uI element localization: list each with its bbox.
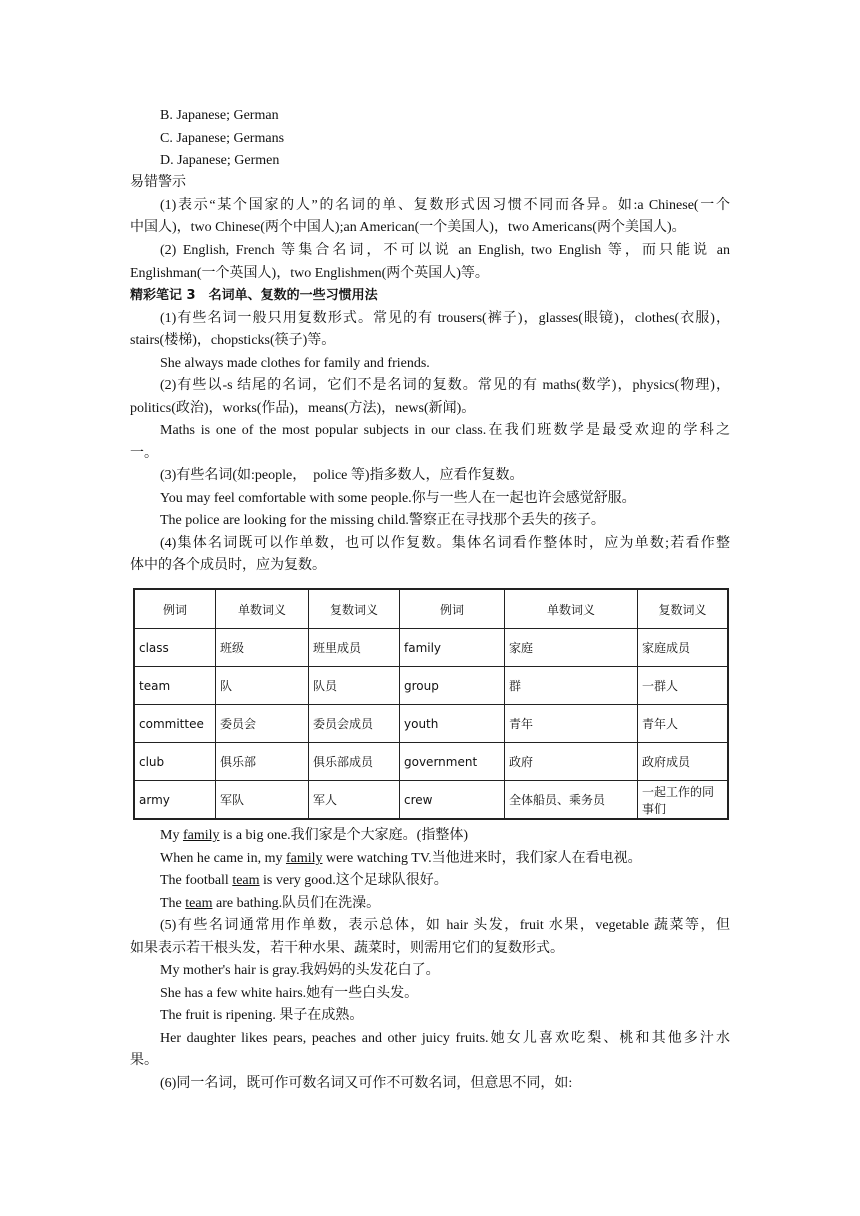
table-cell: committee [134, 705, 216, 743]
table-cell: army [134, 781, 216, 820]
table-cell: class [134, 629, 216, 667]
option-d: D. Japanese; Germen [160, 153, 280, 168]
example-text: were watching TV.当他进来时，我们家人在看电视。 [322, 851, 642, 866]
note-2-line-1: (2)有些以-s 结尾的名词，它们不是名词的复数。常见的有 maths(数学)，physics(物理)， [160, 378, 730, 393]
table-cell: 一群人 [638, 667, 729, 705]
note-5-example-2: She has a few white hairs.她有一些白头发。 [160, 986, 419, 1001]
collective-noun-table [133, 588, 729, 820]
table-cell: youth [400, 705, 505, 743]
table-cell: family [400, 629, 505, 667]
table-cell: 政府 [505, 743, 638, 781]
example-team-members [160, 894, 380, 914]
table-header-cell: 例词 [400, 589, 505, 629]
warning-paragraph-1-line-2: 中国人)，two Chinese(两个中国人);an American(一个美国人)，two Americans(两个美国人)。 [130, 220, 686, 235]
note-3-example-1: You may feel comfortable with some people.你与一些人在一起也许会感觉舒服。 [160, 491, 636, 506]
option-c: C. Japanese; Germans [160, 131, 285, 146]
example-underlined-word: team [232, 873, 260, 888]
example-underlined-word: family [182, 828, 220, 843]
table-header-cell: 单数词义 [505, 589, 638, 629]
table-header-cell: 复数词义 [638, 589, 729, 629]
example-family-whole [160, 826, 468, 846]
note-1-line-1: (1)有些名词一般只用复数形式。常见的有 trousers(裤子)，glasses(眼镜)，clothes(衣服)， [160, 311, 730, 326]
table-cell: government [400, 743, 505, 781]
table-cell: 俱乐部成员 [309, 743, 400, 781]
table-cell: 班级 [216, 629, 309, 667]
table-cell: 班里成员 [309, 629, 400, 667]
table-cell: 政府成员 [638, 743, 729, 781]
table-cell: 委员会 [216, 705, 309, 743]
table-header-row [134, 589, 728, 629]
table-row [134, 781, 728, 820]
table-cell: 俱乐部 [216, 743, 309, 781]
table-cell: 家庭 [505, 629, 638, 667]
note-2-example-line-1: Maths is one of the most popular subjects in our class.在我们班数学是最受欢迎的学科之 [160, 423, 730, 438]
table-row [134, 743, 728, 781]
note-1-line-2: stairs(楼梯)，chopsticks(筷子)等。 [130, 333, 336, 348]
table-cell: 军人 [309, 781, 400, 820]
example-text: are bathing.队员们在洗澡。 [212, 896, 381, 911]
table-row [134, 667, 728, 705]
table-cell: 青年人 [638, 705, 729, 743]
warning-paragraph-2-line-2: Englishman(一个英国人)，two Englishmen(两个英国人)等。 [130, 266, 489, 281]
note-1-example: She always made clothes for family and friends. [160, 356, 430, 371]
note-5-example-3: The fruit is ripening. 果子在成熟。 [160, 1008, 364, 1023]
note-2-example-line-2: 一。 [130, 446, 158, 461]
warning-paragraph-2-line-1: (2) English, French 等集合名词，不可以说 an English, two English 等，而只能说 an [160, 243, 730, 258]
example-team-whole [160, 871, 448, 891]
example-family-members [160, 849, 642, 869]
example-text: My [160, 828, 183, 843]
table-cell: 队员 [309, 667, 400, 705]
note-5-example-4-line-1: Her daughter likes pears, peaches and other juicy fruits.她女儿喜欢吃梨、桃和其他多汁水 [160, 1031, 730, 1046]
note-4-line-1: (4)集体名词既可以作单数，也可以作复数。集体名词看作整体时，应为单数;若看作整 [160, 536, 730, 551]
table-header-cell: 复数词义 [309, 589, 400, 629]
table-cell: crew [400, 781, 505, 820]
note-5-example-1: My mother's hair is gray.我妈妈的头发花白了。 [160, 963, 440, 978]
note-6-line-1: (6)同一名词，既可作可数名词又可作不可数名词，但意思不同，如: [160, 1076, 573, 1091]
table-cell: group [400, 667, 505, 705]
warning-paragraph-1-line-1: (1)表示“某个国家的人”的名词的单、复数形式因习惯不同而各异。如:a Chinese(一个 [160, 198, 730, 213]
note-5-example-4-line-2: 果。 [130, 1053, 158, 1068]
table-cell: team [134, 667, 216, 705]
example-text: When he came in, my [160, 851, 286, 866]
table-header-cell: 单数词义 [216, 589, 309, 629]
example-text: is very good.这个足球队很好。 [259, 873, 448, 888]
table-cell: 全体船员、乘务员 [505, 781, 638, 820]
table-cell: 家庭成员 [638, 629, 729, 667]
example-text: The [160, 896, 186, 911]
note-3-line-1: (3)有些名词(如:people， police 等)指多数人，应看作复数。 [160, 468, 524, 483]
table-cell: 军队 [216, 781, 309, 820]
note-3-example-2: The police are looking for the missing child.警察正在寻找那个丢失的孩子。 [160, 513, 605, 528]
table-row [134, 629, 728, 667]
table-row [134, 705, 728, 743]
table-header-cell: 例词 [134, 589, 216, 629]
table-cell: 委员会成员 [309, 705, 400, 743]
table-cell: 青年 [505, 705, 638, 743]
table-cell: 一起工作的同事们 [638, 781, 729, 820]
note-4-line-2: 体中的各个成员时，应为复数。 [130, 558, 326, 573]
example-underlined-word: family [285, 851, 323, 866]
note-5-line-1: (5)有些名词通常用作单数，表示总体，如 hair 头发，fruit 水果，vegetable 蔬菜等，但 [160, 918, 730, 933]
example-text: The football [160, 873, 233, 888]
table-cell: 群 [505, 667, 638, 705]
warning-heading: 易错警示 [130, 175, 186, 190]
option-b: B. Japanese; German [160, 108, 279, 123]
note-heading: 精彩笔记 3 名词单、复数的一些习惯用法 [130, 288, 378, 303]
table-cell: club [134, 743, 216, 781]
example-text: is a big one.我们家是个大家庭。(指整体) [219, 828, 468, 843]
note-2-line-2: politics(政治)，works(作品)，means(方法)，news(新闻)。 [130, 401, 476, 416]
example-underlined-word: team [185, 896, 213, 911]
note-5-line-2: 如果表示若干根头发，若干种水果、蔬菜时，则需用它们的复数形式。 [130, 941, 564, 956]
table-cell: 队 [216, 667, 309, 705]
